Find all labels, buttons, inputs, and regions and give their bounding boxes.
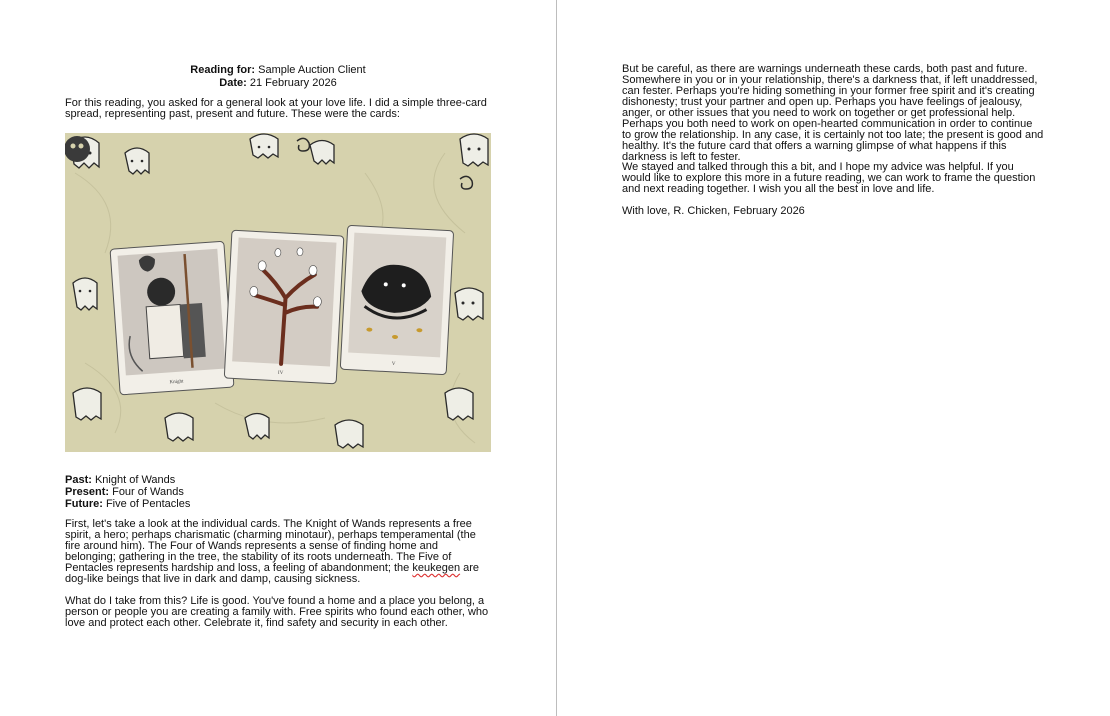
tarot-card-five (340, 225, 453, 374)
left-page (65, 0, 491, 716)
future-value: Five of Pentacles (105, 498, 191, 510)
svg-text:IV: IV (277, 370, 284, 377)
card-meanings-text-a: First, let's take a look at the individual cards. The Knight of Wands represents a free spirit, a hero; perhaps charismatic (charming minotaur), perhaps temperamental (the fire around him). The Four of Wands represents a sense of finding home and belonging; gathering in the tree, the stability of its roots underneath. The Five of Pentacles represents hardship and loss, a feeling of abandonment; the (65, 518, 476, 574)
svg-text:V: V (391, 361, 396, 368)
tarot-card-knight (110, 241, 234, 395)
warning-paragraph: But be careful, as there are warnings underneath these cards, both past and future. Somewhere in you or in your relationship, there's a darkness that, if left unaddressed, can fester. Perhaps you're hiding something in your former free spirit and it's creating dishonesty; trust your partner and open up. Perhaps you have feelings of jealousy, anger, or other issues that you need to work on together or get professional help. Perhaps you both need to work on open-hearted communication in order to continue to grow the relationship. In any case, it is certainly not too late; the present is good and healthy. It's the future card that offers a warning glimpse of what happens if this darkness is left to fester. (622, 63, 1044, 163)
reading-for-label: Reading for: (190, 64, 256, 76)
closing-paragraph: We stayed and talked through this a bit, and I hope my advice was helpful. If you would like to explore this more in a future reading, we can work to frame the question and next reading together. I wish you all the best in love and life. (622, 161, 1036, 195)
intro-paragraph: For this reading, you asked for a general look at your love life. I did a simple three-card spread, representing past, present and future. These were the cards: (65, 97, 487, 120)
page-divider (556, 0, 557, 716)
reading-for-value: Sample Auction Client (258, 64, 366, 76)
card-positions (65, 474, 491, 510)
svg-text:Knight: Knight (169, 379, 184, 386)
date-label: Date: (219, 76, 247, 89)
past-value: Knight of Wands (94, 474, 176, 486)
future-label: Future: (65, 498, 103, 510)
right-page (622, 0, 1044, 716)
present-label: Present: (65, 486, 110, 498)
past-label: Past: (65, 474, 92, 486)
interpretation-paragraph: What do I take from this? Life is good. You've found a home and a place you belong, a person or people you are creating a family with. Free spirits who found each other, who love and protect each other. Celebrate it, find safety and security in each other. (65, 595, 489, 629)
signoff: With love, R. Chicken, February 2026 (622, 205, 805, 217)
date-value: 21 February 2026 (249, 76, 337, 89)
tarot-card-four (224, 230, 344, 384)
tarot-spread-photo (65, 133, 491, 452)
card-meanings-paragraph (65, 519, 491, 585)
card-meanings-text-b: are dog-like beings that live in dark and damp, causing sickness. (65, 562, 480, 585)
present-value: Four of Wands (112, 486, 184, 498)
spellcheck-flagged-word: keukegen (412, 562, 461, 574)
reading-header (65, 64, 491, 89)
